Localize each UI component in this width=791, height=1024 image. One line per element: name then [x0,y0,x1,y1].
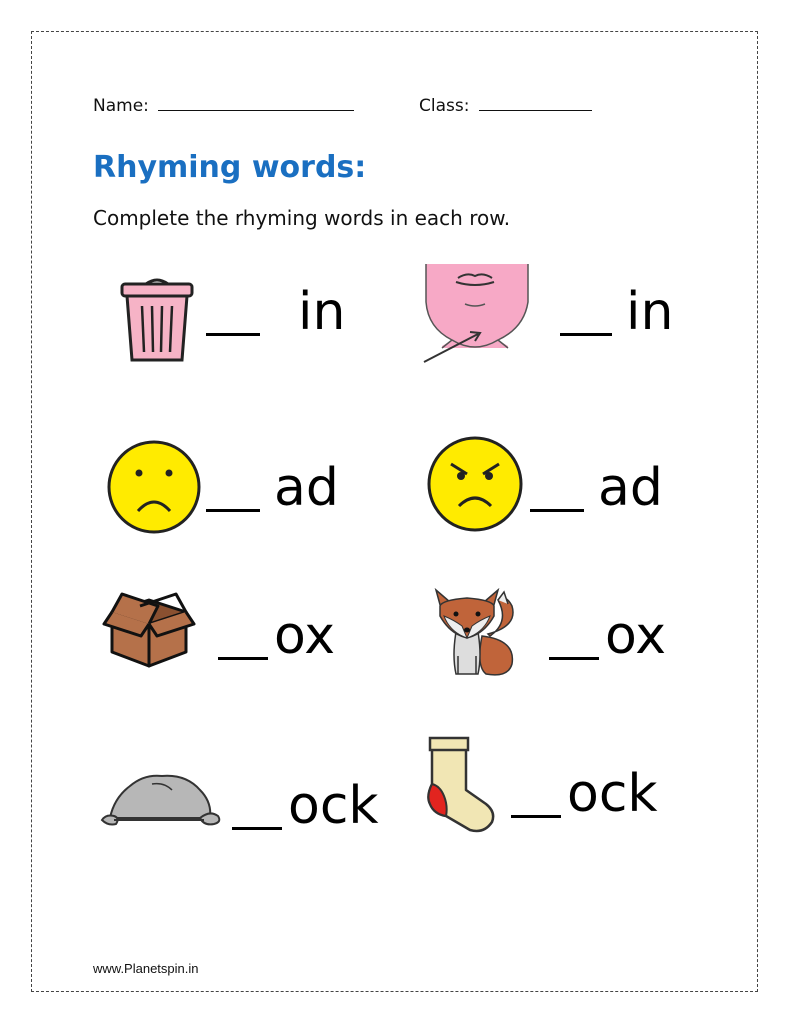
rock-icon [100,768,222,828]
answer-blank[interactable] [530,509,584,512]
word-ending: ock [567,764,658,824]
class-blank-line[interactable] [479,95,592,111]
rhyme-word-box [218,606,335,666]
word-ending: ad [274,458,339,518]
sad-face-icon [106,439,202,535]
rhyme-word-sad [206,458,339,518]
angry-face-icon [425,434,525,534]
word-ending: in [298,282,346,342]
answer-blank[interactable] [560,333,612,336]
rhyme-word-chin [560,282,674,342]
class-label: Class: [419,96,470,116]
word-ending: ox [605,606,666,666]
name-label: Name: [93,96,149,116]
answer-blank[interactable] [206,333,260,336]
answer-blank[interactable] [206,509,260,512]
class-field[interactable] [419,95,592,116]
rhyme-word-bin [206,282,346,342]
fox-icon [432,586,522,678]
answer-blank[interactable] [232,827,282,830]
trash-bin-icon [118,276,196,364]
word-ending: in [626,282,674,342]
page-title: Rhyming words: [93,150,367,185]
answer-blank[interactable] [511,815,561,818]
word-ending: ock [288,776,379,836]
word-ending: ox [274,606,335,666]
name-blank-line[interactable] [158,95,354,111]
answer-blank[interactable] [218,657,268,660]
rhyme-word-fox [549,606,666,666]
instruction-text: Complete the rhyming words in each row. [93,206,511,230]
rhyme-word-sock [511,764,658,824]
word-ending: ad [598,458,663,518]
answer-blank[interactable] [549,657,599,660]
rhyme-word-mad [530,458,663,518]
rhyme-word-rock [232,776,379,836]
chin-icon [420,262,532,366]
footer-website: www.Planetspin.in [93,961,199,976]
box-icon [102,588,196,670]
name-field[interactable] [93,95,354,116]
sock-icon [426,734,498,834]
